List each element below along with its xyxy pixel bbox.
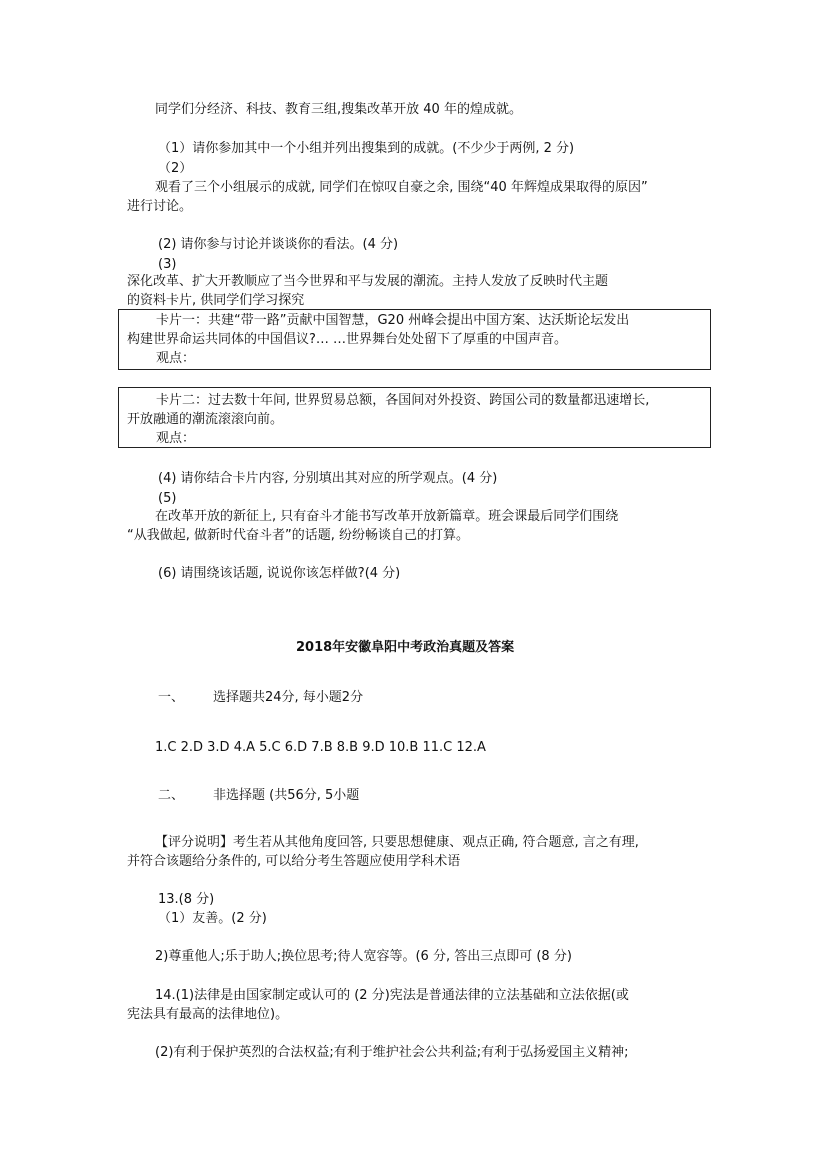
question-3-label: (3) bbox=[158, 257, 177, 272]
card-1-line-1: 卡片一：共建“带一路”贡献中国智慧，G20 州峰会提出中国方案、达沃斯论坛发出 bbox=[156, 313, 630, 328]
card-2-line-2: 开放融通的潮流滚滚向前。 bbox=[127, 412, 284, 427]
answer-13-heading: 13.(8 分) bbox=[158, 892, 215, 907]
card-1-viewpoint: 观点： bbox=[156, 351, 196, 366]
part-2-heading: 非选择题 (共56分, 5小题 bbox=[213, 788, 360, 803]
material-card-1 bbox=[118, 309, 711, 370]
answer-13-part-2: 2)尊重他人;乐于助人;换位思考;待人宽容等。(6 分, 答出三点即可 (8 分) bbox=[155, 949, 572, 964]
question-5-text: 在改革开放的新征上, 只有奋斗才能书写改革开放新篇章。班会课最后同学们围绕 bbox=[155, 509, 619, 524]
choice-answers: 1.C 2.D 3.D 4.A 5.C 6.D 7.B 8.B 9.D 10.B 11.C 12.A bbox=[155, 740, 486, 755]
question-5-text-cont: “从我做起, 做新时代奋斗者”的话题, 纷纷畅谈自己的打算。 bbox=[127, 528, 469, 543]
question-4-prompt: (4) 请你结合卡片内容, 分别填出其对应的所学观点。(4 分) bbox=[158, 471, 498, 486]
question-3-text: 深化改革、扩大开教顺应了当今世界和平与发展的潮流。主持人发放了反映时代主题 bbox=[127, 274, 609, 289]
question-3-text-cont: 的资料卡片, 供同学们学习探究 bbox=[127, 293, 305, 308]
card-1-line-2: 构建世界命运共同体的中国倡议?… …世界舞台处处留下了厚重的中国声音。 bbox=[127, 332, 568, 347]
scoring-note: 【评分说明】考生若从其他角度回答, 只要思想健康、观点正确, 符合题意, 言之有理, bbox=[155, 835, 639, 850]
card-2-viewpoint: 观点： bbox=[156, 431, 196, 446]
question-2-label: （2） bbox=[158, 161, 193, 176]
question-5-label: (5) bbox=[158, 491, 177, 506]
answer-13-part-1: （1）友善。(2 分) bbox=[158, 911, 267, 926]
question-2-text: 观看了三个小组展示的成就, 同学们在惊叹自豪之余, 围绕“40 年辉煌成果取得的原因” bbox=[155, 180, 648, 195]
answer-14-part-2: (2)有利于保护英烈的合法权益;有利于维护社会公共利益;有利于弘扬爱国主义精神; bbox=[155, 1045, 629, 1060]
question-6-prompt: (6) 请围绕该话题, 说说你该怎样做?(4 分) bbox=[158, 566, 401, 581]
question-2-text-cont: 进行讨论。 bbox=[127, 199, 193, 214]
answer-14-part-1: 14.(1)法律是由国家制定或认可的 (2 分)宪法是普通法律的立法基础和立法依据(或 bbox=[155, 988, 629, 1003]
answer-14-part-1-cont: 宪法具有最高的法律地位)。 bbox=[127, 1007, 289, 1022]
intro-text: 同学们分经济、科技、教育三组,搜集改革开放 40 年的煌成就。 bbox=[155, 102, 522, 117]
part-1-heading: 选择题共24分, 每小题2分 bbox=[213, 690, 364, 705]
question-1: （1）请你参加其中一个小组并列出搜集到的成就。(不少少于两例, 2 分) bbox=[158, 141, 575, 156]
material-card-2 bbox=[118, 387, 711, 448]
answers-title: 2018年安徽阜阳中考政治真题及答案 bbox=[296, 640, 515, 655]
part-1-number: 一、 bbox=[158, 690, 185, 705]
scoring-note-cont: 并符合该题给分条件的, 可以给分考生答题应使用学科术语 bbox=[127, 854, 461, 869]
part-2-number: 二、 bbox=[158, 788, 185, 803]
card-2-line-1: 卡片二：过去数十年间, 世界贸易总额，各国间对外投资、跨国公司的数量都迅速增长, bbox=[156, 393, 650, 408]
question-2-prompt: (2) 请你参与讨论并谈谈你的看法。(4 分) bbox=[158, 237, 399, 252]
